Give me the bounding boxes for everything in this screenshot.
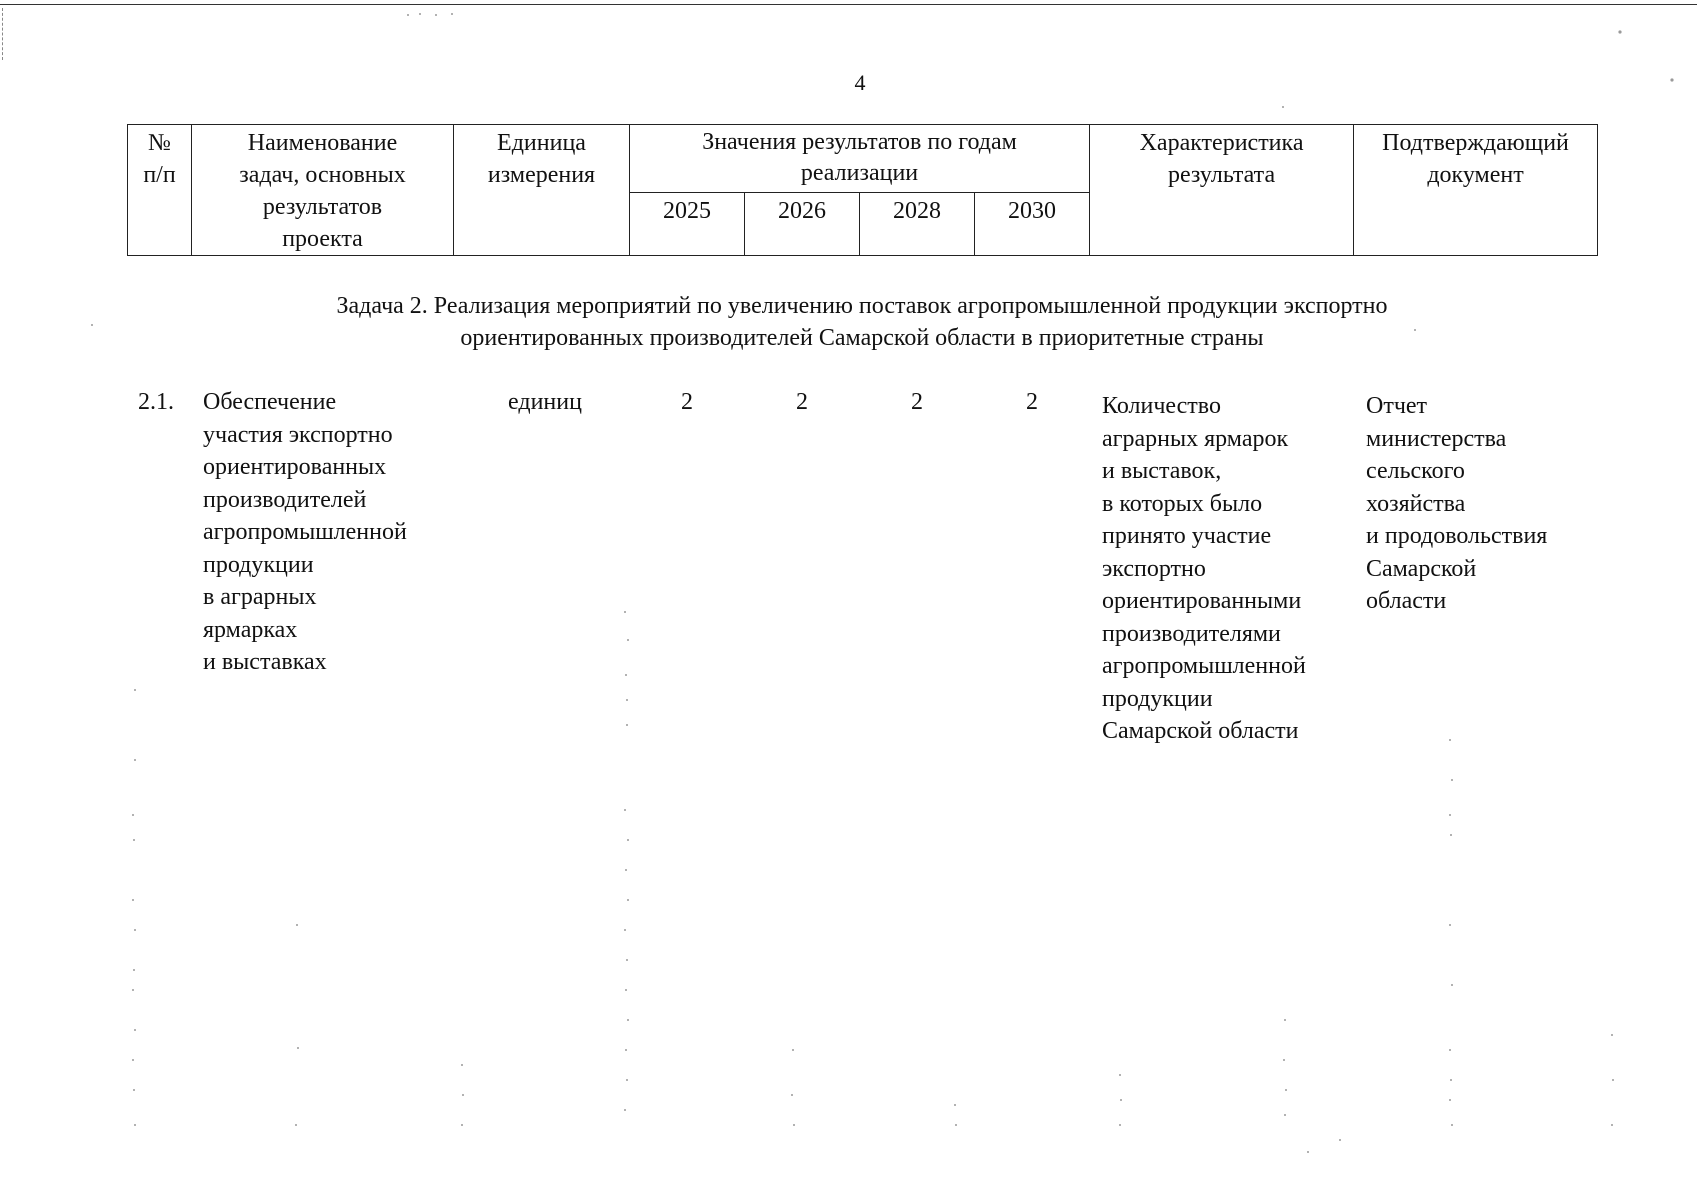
row-value-2030: 2 bbox=[1026, 389, 1038, 415]
row-value-2026: 2 bbox=[796, 389, 808, 415]
left-scan-mark bbox=[2, 8, 3, 60]
row-unit: единиц bbox=[508, 389, 582, 415]
row-characteristic: Количество аграрных ярмарок и выставок, в которых было принято участие экспортно ориентированными производителями агропромышленной продукции Самарской области bbox=[1102, 393, 1306, 744]
header-col-characteristic: Характеристика результата bbox=[1090, 125, 1354, 256]
top-scan-border bbox=[0, 4, 1697, 5]
task-heading: Задача 2. Реализация мероприятий по увеличению поставок агропромышленной продукции экспортно ориентированных производителей Самарской области в приоритетные страны bbox=[336, 293, 1388, 351]
results-table-header bbox=[127, 124, 1598, 256]
header-year-2026: 2026 bbox=[745, 193, 860, 256]
header-col-number: № п/п bbox=[128, 125, 192, 256]
header-year-2030: 2030 bbox=[975, 193, 1090, 256]
header-row-1 bbox=[128, 125, 1598, 193]
row-value-2028: 2 bbox=[911, 389, 923, 415]
header-col-document: Подтверждающий документ bbox=[1354, 125, 1598, 256]
header-year-2025: 2025 bbox=[630, 193, 745, 256]
page-number: 4 bbox=[854, 70, 866, 95]
row-task-name: Обеспечение участия экспортно ориентированных производителей агропромышленной продукции в аграрных ярмарках и выставках bbox=[203, 389, 407, 675]
header-year-2028: 2028 bbox=[860, 193, 975, 256]
header-col-values: Значения результатов по годам реализации bbox=[630, 125, 1090, 193]
row-document: Отчет министерства сельского хозяйства и продовольствия Самарской области bbox=[1366, 393, 1548, 614]
row-value-2025: 2 bbox=[681, 389, 693, 415]
row-number: 2.1. bbox=[138, 389, 174, 415]
header-col-name: Наименование задач, основных результатов проекта bbox=[192, 125, 454, 256]
header-col-unit: Единица измерения bbox=[454, 125, 630, 256]
